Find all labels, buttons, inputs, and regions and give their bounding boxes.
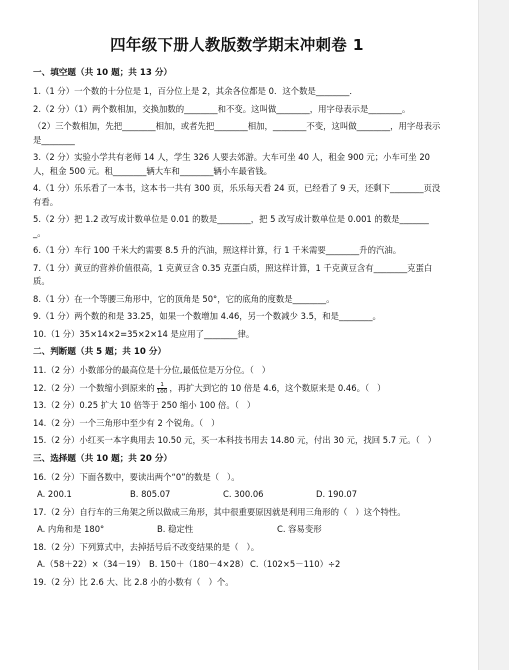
question-6: 6.（1 分）车行 100 千米大约需要 8.5 升的汽油，照这样计算，行 1 千米需要________升的汽油。 <box>33 245 402 255</box>
question-14: 14.（2 分）一个三角形中至少有 2 个锐角。（ ） <box>33 417 220 428</box>
page-title: 四年级下册人教版数学期末冲刺卷 1 <box>110 36 364 54</box>
question-5: 5.（2 分）把 1.2 改写成计数单位是 0.01 的数是________，把 5 改写成计数单位是 0.001 的数是________。 <box>33 214 429 238</box>
question-12-text-before: 12.（2 分）一个数缩小到原来的 <box>33 382 155 393</box>
side-panel <box>478 0 509 670</box>
question-2-part-2: （2）三个数相加，先把________相加，或者先把________相加，________不变，这叫做________，用字母表示是________ <box>33 121 441 145</box>
option-b: B. 稳定性 <box>157 524 194 534</box>
option-d: D. 190.07 <box>316 489 358 499</box>
question-1: 1.（1 分）一个数的十分位是 1，百分位上是 2，其余各位都是 0．这个数是________． <box>33 86 358 96</box>
fraction <box>157 382 168 395</box>
question-2-part-1: 2.（2 分）（1）两个数相加，交换加数的________和不变。这叫做________，用字母表示是________。 <box>33 103 411 114</box>
option-a: A.（58＋22）×（34－19） <box>37 559 146 569</box>
question-9: 9.（1 分）两个数的和是 33.25，如果一个数增加 4.46，另一个数减少 3.5，和是________。 <box>33 311 381 321</box>
question-13: 13.（2 分）0.25 扩大 10 倍等于 250 缩小 100 倍。（ ） <box>33 400 256 410</box>
question-7: 7.（1 分）黄豆的营养价值很高，1 克黄豆含 0.35 克蛋白质，照这样计算，1 千克黄豆含有________克蛋白质。 <box>33 262 433 286</box>
option-c: C.（102×5－110）÷2 <box>250 559 341 569</box>
question-19: 19.（2 分）比 2.6 大、比 2.8 小的小数有（ ）个。 <box>33 576 234 587</box>
option-b: B. 805.07 <box>130 489 171 499</box>
fraction-numerator: 1 <box>157 382 168 389</box>
option-a: A. 内角和是 180° <box>37 524 105 534</box>
question-12-text-after: ，再扩大到它的 10 倍是 4.6，这个数原来是 0.46。（ ） <box>169 382 386 393</box>
option-b: B. 150＋（180－4×28） <box>149 559 249 569</box>
question-17-options <box>37 523 441 537</box>
question-3: 3.（2 分）实验小学共有老师 14 人，学生 326 人要去郊游。大车可坐 40 人，租金 900 元；小车可坐 20 人，租金 500 元。租________辆大车和________辆小车最省钱。 <box>33 152 433 176</box>
section-heading-judge: 二、判断题（共 5 题；共 10 分） <box>33 347 167 357</box>
question-16: 16.（2 分）下面各数中，要读出两个“0”的数是（ ）。 <box>33 471 240 482</box>
question-15: 15.（2 分）小红买一本字典用去 10.50 元，买一本科技书用去 14.80 元，付出 30 元，找回 5.7 元。（ ） <box>33 435 437 445</box>
question-12 <box>33 382 441 396</box>
option-c: C. 300.06 <box>223 489 264 499</box>
question-4: 4.（1 分）乐乐看了一本书，这本书一共有 300 页，乐乐每天看 24 页，已经看了 9 天，还剩下________页没有看。 <box>33 183 441 207</box>
section-heading-fill: 一、填空题（共 10 题；共 13 分） <box>33 68 173 78</box>
document-content <box>33 34 441 593</box>
question-18: 18.（2 分）下列算式中，去掉括号后不改变结果的是（ ）。 <box>33 541 260 552</box>
question-16-options <box>37 488 441 502</box>
question-10: 10.（1 分）35×14×2=35×2×14 是应用了________律。 <box>33 328 255 339</box>
section-heading-choice: 三、选择题（共 10 题；共 20 分） <box>33 453 173 464</box>
option-a: A. 200.1 <box>37 489 72 499</box>
option-c: C. 容易变形 <box>277 524 322 534</box>
question-18-options <box>37 558 441 572</box>
question-11: 11.（2 分）小数部分的最高位是十分位,最低位是万分位。（ ） <box>33 365 271 375</box>
question-17: 17.（2 分）自行车的三角架之所以做成三角形，其中很重要原因就是利用三角形的（ ）这个特性。 <box>33 506 406 517</box>
fraction-denominator: 100 <box>156 388 168 395</box>
question-8: 8.（1 分）在一个等腰三角形中，它的顶角是 50°，它的底角的度数是________。 <box>33 293 335 304</box>
